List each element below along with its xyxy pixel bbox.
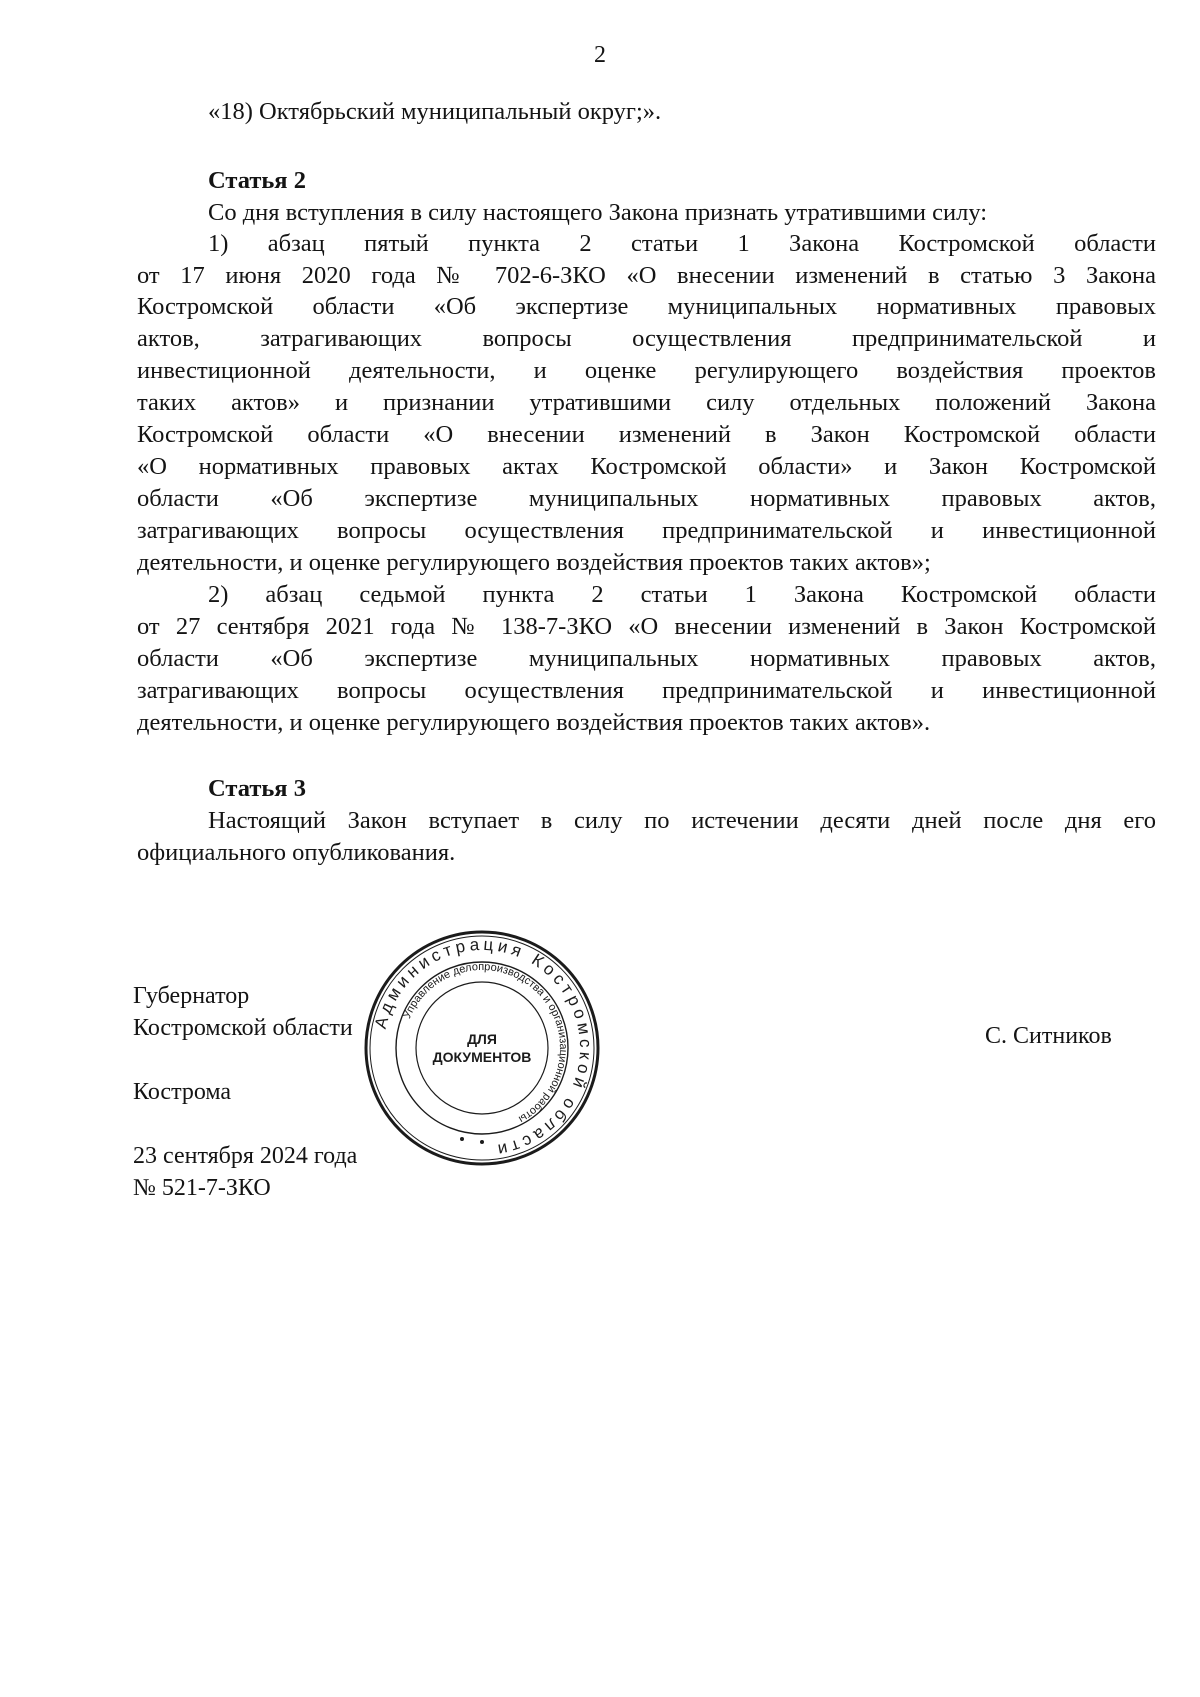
signing-city: Кострома — [133, 1079, 232, 1105]
article-2-text-line: «О нормативных правовых актах Костромской области» и Закон Костромской — [137, 453, 1156, 480]
article-3-heading: Статья 3 — [208, 775, 306, 802]
amendment-item-18: «18) Октябрьский муниципальный округ;». — [208, 98, 662, 125]
article-2-item-2-line: 2) абзац седьмой пункта 2 статьи 1 Закона Костромской области — [208, 581, 1156, 608]
article-2-text-line: деятельности, и оценке регулирующего воздействия проектов таких актов»; — [137, 549, 931, 576]
stamp-star-dot — [460, 1137, 464, 1141]
article-2-text-line: деятельности, и оценке регулирующего воздействия проектов таких актов». — [137, 709, 931, 736]
article-2-text-line: области «Об экспертизе муниципальных нормативных правовых актов, — [137, 645, 1156, 672]
article-3-text-line: официального опубликования. — [137, 839, 456, 866]
article-2-text-line: актов, затрагивающих вопросы осуществления предпринимательской и — [137, 325, 1156, 352]
article-2-item-1-line: 1) абзац пятый пункта 2 статьи 1 Закона Костромской области — [208, 230, 1156, 257]
article-2-intro: Со дня вступления в силу настоящего Закона признать утратившими силу: — [208, 199, 988, 226]
article-2-text-line: Костромской области «О внесении изменений в Закон Костромской области — [137, 421, 1156, 448]
article-2-text-line: от 17 июня 2020 года № 702-6-ЗКО «О внесении изменений в статью 3 Закона — [137, 262, 1156, 289]
stamp-inner-text: Управление делопроизводства и организационной работы — [401, 960, 570, 1126]
article-3-text-line: Настоящий Закон вступает в силу по истечении десяти дней после дня его — [208, 807, 1156, 834]
article-2-text-line: Костромской области «Об экспертизе муниципальных нормативных правовых — [137, 293, 1156, 320]
page-number: 2 — [594, 42, 606, 68]
stamp-center-line-2: ДОКУМЕНТОВ — [432, 1049, 532, 1065]
article-2-text-line: области «Об экспертизе муниципальных нормативных правовых актов, — [137, 485, 1156, 512]
stamp-inner-ring — [416, 982, 548, 1114]
article-2-text-line: затрагивающих вопросы осуществления предпринимательской и инвестиционной — [137, 517, 1156, 544]
article-2-text-line: таких актов» и признании утратившими силу отдельных положений Закона — [137, 389, 1156, 416]
article-2-text-line: от 27 сентября 2021 года № 138-7-ЗКО «О внесении изменений в Закон Костромской — [137, 613, 1156, 640]
article-2-text-line: затрагивающих вопросы осуществления предпринимательской и инвестиционной — [137, 677, 1156, 704]
signatory-name: С. Ситников — [985, 1023, 1112, 1049]
article-2-text-line: инвестиционной деятельности, и оценке регулирующего воздействия проектов — [137, 357, 1156, 384]
signatory-region: Костромской области — [133, 1015, 353, 1041]
stamp-star-dot — [480, 1140, 484, 1144]
law-number: № 521-7-ЗКО — [133, 1175, 271, 1201]
signatory-title: Губернатор — [133, 983, 250, 1009]
official-stamp — [362, 928, 602, 1168]
stamp-center-line-1: ДЛЯ — [467, 1031, 497, 1047]
signing-date: 23 сентября 2024 года — [133, 1143, 358, 1169]
stamp-outer-text: Администрация Костромской области — [370, 934, 596, 1161]
article-2-heading: Статья 2 — [208, 167, 306, 194]
